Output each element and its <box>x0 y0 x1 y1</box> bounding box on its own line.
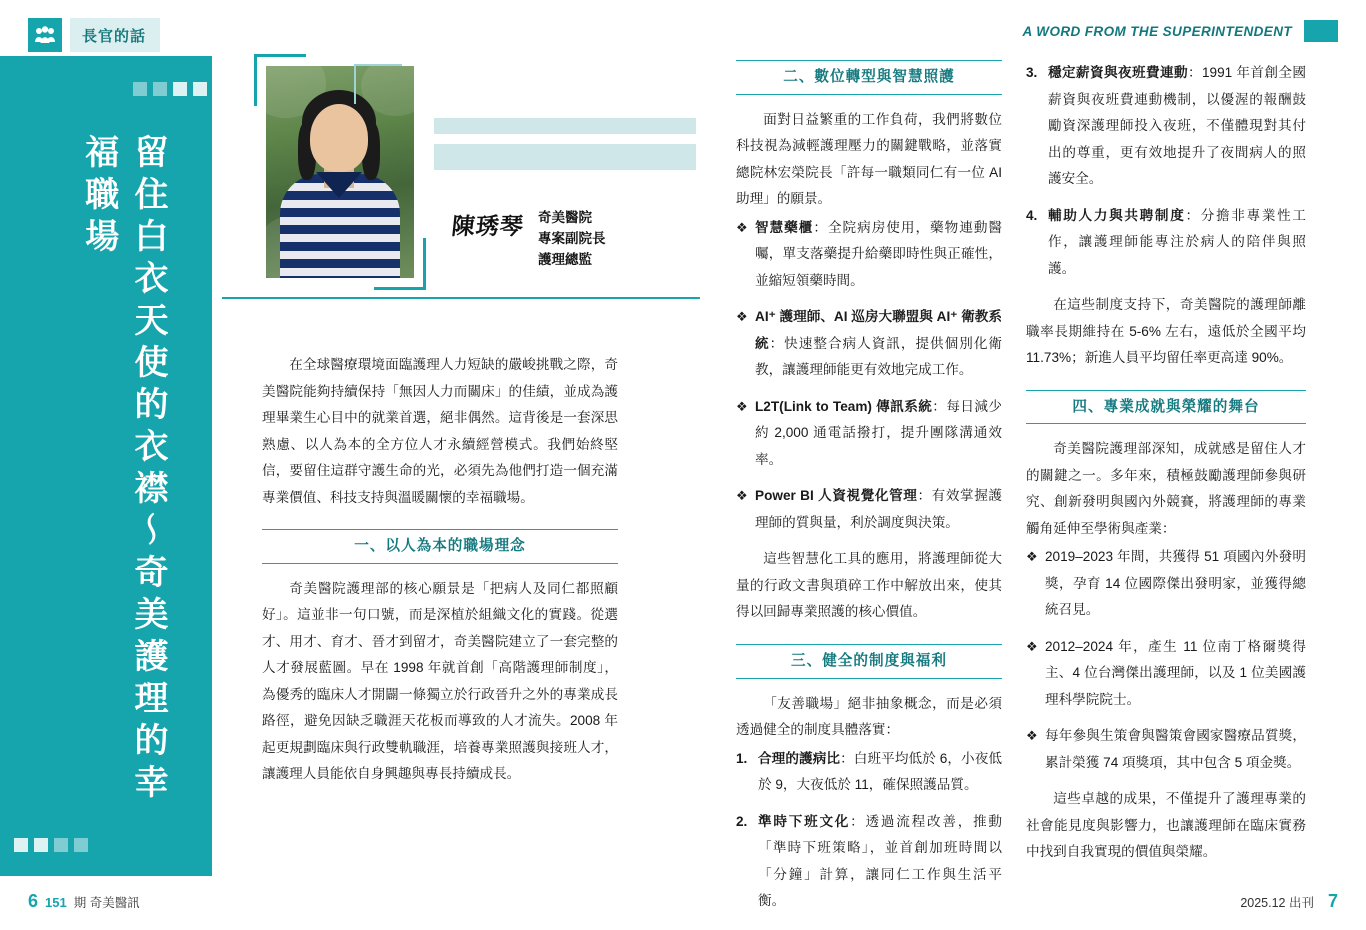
bullet-term: AI⁺ 護理師、AI 巡房大聯盟與 AI⁺ 衛教系統 <box>755 309 1002 351</box>
list-text: ：透過流程改善，推動「準時下班策略」，並首創加班時間以「分鐘」計算，讓同仁工作與生活平衡。 <box>758 813 1003 909</box>
author-org: 奇美醫院 <box>538 210 592 225</box>
photo-frame-bottom-right <box>374 238 426 290</box>
header-english-label: A WORD FROM THE SUPERINTENDENT <box>1022 23 1292 39</box>
section-heading-1: 一、以人為本的職場理念 <box>262 529 618 564</box>
decor-bar-upper <box>434 118 696 134</box>
list-item <box>736 304 1002 384</box>
section3-numbered-list <box>736 746 1002 915</box>
bullet-rest: ：每日減少約 2,000 通電話撥打，提升團隊溝通效率。 <box>755 398 1003 467</box>
list-item <box>1026 723 1306 776</box>
author-meta <box>538 208 606 271</box>
decor-line-horizontal <box>354 64 402 66</box>
bullet-rest: ：快速整合病人資訊，提供個別化衛教，讓護理師能更有效地完成工作。 <box>755 335 1003 378</box>
intro-paragraph: 在全球醫療環境面臨護理人力短缺的嚴峻挑戰之際，奇美醫院能夠持續保持「無因人力而關床」的佳績，並成為護理畢業生心目中的就業首選，絕非偶然。這背後是一套深思熟慮、以人為本的全方位人才永續經營模式。我們始終堅信，要留住這群守護生命的光，必須先為他們打造一個充滿專業價值、科技支持與溫暖關懷的幸福職場。 <box>262 357 618 505</box>
bullet-rest: ：全院病房使用，藥物連動醫囑，單支落藥提升給藥即時性與正確性，並縮短領藥時間。 <box>755 219 1003 288</box>
column-1 <box>262 352 618 790</box>
section4-bullet-list <box>1026 544 1306 776</box>
header-english <box>1023 20 1339 42</box>
bullet-text: 2012–2024 年，產生 11 位南丁格爾獎得主、4 位台灣傑出護理師，以及 1 位美國護理科學院院士。 <box>1045 638 1306 707</box>
list-term: 輔助人力與共聘制度 <box>1048 207 1186 223</box>
section4-paragraph: 奇美醫院護理部深知，成就感是留住人才的關鍵之一。多年來，積極鼓勵護理師參與研究、創新發明與國內外競賽，將護理師的專業觸角延伸至學術與產業： <box>1026 441 1306 536</box>
decor-line-vertical <box>354 64 356 104</box>
section-heading-4: 四、專業成就與榮耀的舞台 <box>1026 390 1306 425</box>
section3-paragraph: 「友善職場」絕非抽象概念，而是必須透過健全的制度具體落實： <box>736 695 1002 738</box>
bullet-text: 每年參與生策會與醫策會國家醫療品質獎，累計榮獲 74 項獎項，其中包含 5 項金獎。 <box>1045 728 1306 770</box>
decor-squares-top <box>133 82 207 96</box>
section2-paragraph-1: 面對日益繁重的工作負荷，我們將數位科技視為減輕護理壓力的關鍵戰略，並落實總院林宏榮院長「許每一職類同仁有一位 AI 助理」的願景。 <box>736 111 1002 207</box>
column3-numbered-list <box>1026 60 1306 282</box>
list-term: 合理的護病比 <box>758 750 841 766</box>
list-text: ：分擔非專業性工作，讓護理師能專注於病人的陪伴與照護。 <box>1048 207 1307 276</box>
footer-right <box>1240 891 1338 912</box>
section-tab-label: 長官的話 <box>70 18 160 52</box>
list-number: 1. <box>736 750 748 766</box>
list-text: ：1991 年首創全國薪資與夜班費連動機制，以優渥的報酬鼓勵資深護理師投入夜班，不僅體現對其付出的尊重，更有效地提升了夜間病人的照護安全。 <box>1048 65 1306 186</box>
list-item <box>736 809 1002 915</box>
cover-title: 留住白衣天使的衣襟～奇美護理的幸福職場 <box>79 134 166 806</box>
header-accent-block <box>1304 20 1338 42</box>
bullet-text: 2019–2023 年間，共獲得 51 項國內外發明獎，孕育 14 位國際傑出發明家，並獲得總統召見。 <box>1045 549 1306 618</box>
list-number: 4. <box>1026 207 1038 223</box>
publish-date: 2025.12 出刊 <box>1240 896 1314 910</box>
footer-left <box>28 891 140 912</box>
author-signature: 陳琇琴 <box>450 214 526 239</box>
list-term: 穩定薪資與夜班費連動 <box>1048 65 1188 80</box>
author-role-1: 專案副院長 <box>538 230 606 246</box>
section-heading-2: 二、數位轉型與智慧照護 <box>736 60 1002 95</box>
issue-label: 期 奇美醫訊 <box>73 896 140 910</box>
list-number: 2. <box>736 813 748 829</box>
divider-line <box>222 297 700 299</box>
author-role-2: 護理總監 <box>538 251 592 267</box>
cover-panel <box>0 56 212 876</box>
page-number-right: 7 <box>1327 891 1338 911</box>
diamond-bullet-icon: ❖ <box>1026 549 1038 565</box>
column-3 <box>1026 60 1306 868</box>
page-number-left: 6 <box>28 891 39 911</box>
bullet-term: L2T(Link to Team) 傳訊系統 <box>755 398 933 414</box>
diamond-bullet-icon: ❖ <box>736 309 748 325</box>
decor-bar-lower <box>434 144 696 170</box>
column-2 <box>736 60 1002 925</box>
section-tab <box>28 18 160 52</box>
list-item <box>736 483 1002 536</box>
section2-paragraph-2: 這些智慧化工具的應用，將護理師從大量的行政文書與瑣碎工作中解放出來，使其得以回歸專業照護的核心價值。 <box>736 551 1002 620</box>
column3-paragraph-2: 這些卓越的成果，不僅提升了護理專業的社會能見度與影響力，也讓護理師在臨床實務中找到自我實現的價值與榮耀。 <box>1026 791 1306 860</box>
list-item <box>736 746 1002 799</box>
diamond-bullet-icon: ❖ <box>736 219 748 235</box>
diamond-bullet-icon: ❖ <box>736 398 748 414</box>
people-icon <box>28 18 62 52</box>
author-block <box>452 208 606 271</box>
section1-paragraph: 奇美醫院護理部的核心願景是「把病人及同仁都照顧好」。這並非一句口號，而是深植於組織文化的實踐。從選才、用才、育才、晉才到留才，奇美醫院建立了一套完整的人才發展藍圖。早在 1998 年就首創「高階護理師制度」，為優秀的臨床人才開闢一條獨立於行政晉升之外的專業成長路徑，避免因缺乏職涯天花板而導致的人才流失。2008 年起更規劃臨床與行政雙軌職涯，培養專業照護與接班人才，讓護理人員能依自身興趣與專長持續成長。 <box>262 580 618 782</box>
list-term: 準時下班文化 <box>758 813 851 829</box>
section2-bullet-list <box>736 215 1002 537</box>
section-heading-3: 三、健全的制度與福利 <box>736 644 1002 679</box>
list-item <box>1026 544 1306 624</box>
list-item <box>736 394 1002 474</box>
decor-squares-bottom <box>14 838 88 852</box>
list-number: 3. <box>1026 65 1038 80</box>
issue-number: 151 <box>45 895 67 910</box>
list-item <box>1026 634 1306 714</box>
bullet-rest: ：有效掌握護理師的質與量，利於調度與決策。 <box>755 488 1002 530</box>
list-item <box>736 215 1002 295</box>
column3-paragraph-1: 在這些制度支持下，奇美醫院的護理師離職率長期維持在 5-6% 左右，遠低於全國平均 11.73%；新進人員平均留任率更高達 90%。 <box>1026 297 1306 365</box>
divider-dot <box>183 294 191 302</box>
list-item <box>1026 60 1306 193</box>
diamond-bullet-icon: ❖ <box>1026 638 1038 654</box>
bullet-term: Power BI 人資視覺化管理 <box>755 488 918 504</box>
list-text: ：白班平均低於 6，小夜低於 9，大夜低於 11，確保照護品質。 <box>758 750 1003 793</box>
bullet-term: 智慧藥櫃 <box>755 219 814 235</box>
list-item <box>1026 203 1306 283</box>
diamond-bullet-icon: ❖ <box>736 488 748 504</box>
author-photo <box>266 66 414 278</box>
diamond-bullet-icon: ❖ <box>1026 728 1038 744</box>
